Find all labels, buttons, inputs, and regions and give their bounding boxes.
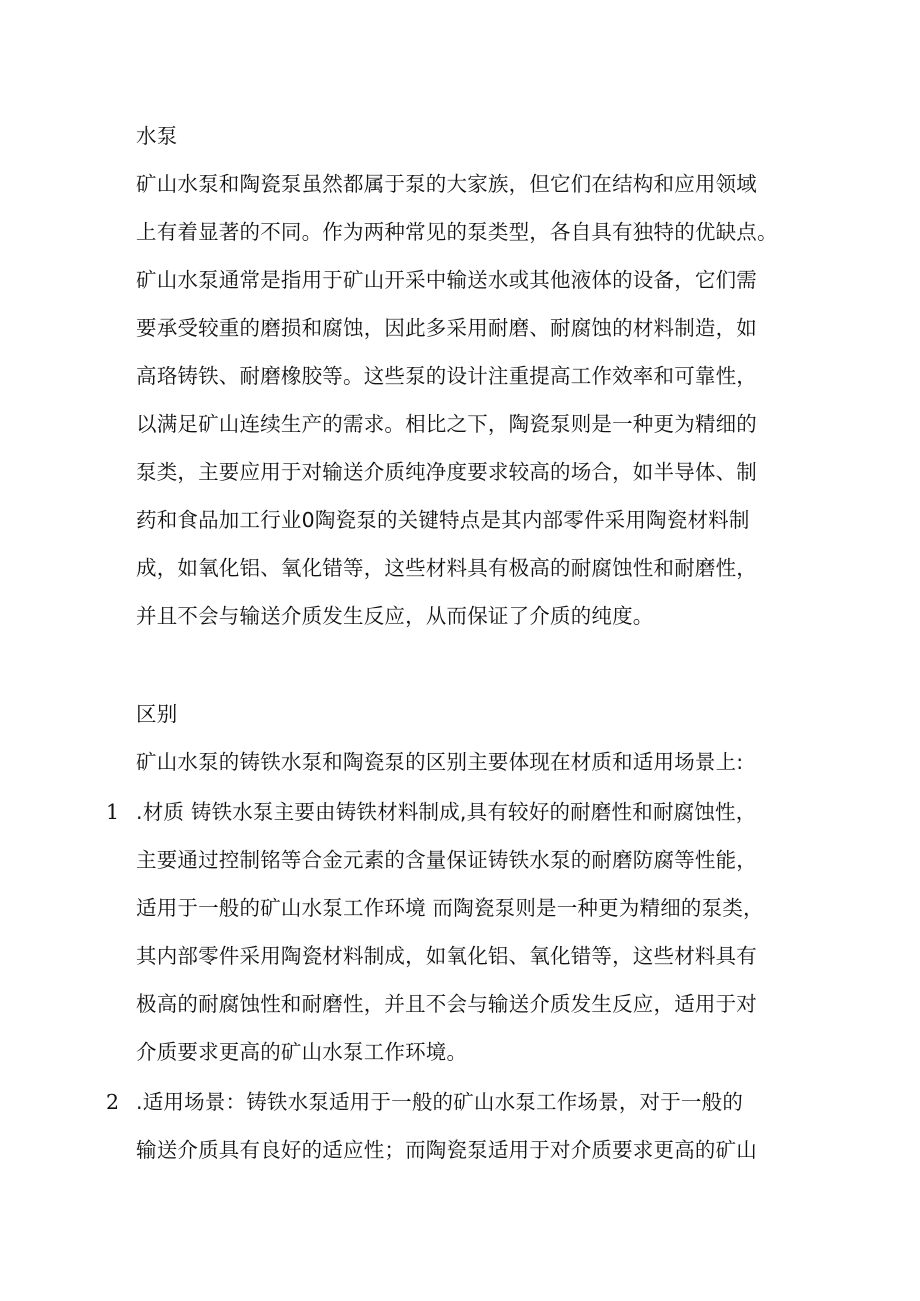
list-number: 2 [106,1090,120,1114]
list-item-line: .适用场景：铸铁水泵适用于一般的矿山水泵工作场景，对于一般的 [136,1090,744,1114]
section-heading-difference: 区别 [136,702,178,726]
list-item-line: 适用于一般的矿山水泵工作环境 而陶瓷泵则是一种更为精细的泵类， [136,896,764,920]
list-item-line: 输送介质具有良好的适应性；而陶瓷泵适用于对介质要求更高的矿山 [136,1138,757,1162]
intro-line: 矿山水泵的铸铁水泵和陶瓷泵的区别主要体现在材质和适用场景上: [136,750,744,774]
list-item-line: 介质要求更高的矿山水泵工作环境。 [136,1040,468,1064]
section-heading-pump: 水泵 [136,124,178,148]
paragraph-line: 高珞铸铁、耐磨橡胶等。这些泵的设计注重提高工作效率和可靠性， [136,364,757,388]
paragraph-line: 矿山水泵和陶瓷泵虽然都属于泵的大家族，但它们在结构和应用领域 [136,172,757,196]
list-item-line: 主要通过控制铭等合金元素的含量保证铸铁水泵的耐磨防腐等性能， [136,848,757,872]
paragraph-line: 要承受较重的磨损和腐蚀，因此多采用耐磨、耐腐蚀的材料制造，如 [136,316,757,340]
paragraph-line: 以满足矿山连续生产的需求。相比之下，陶瓷泵则是一种更为精细的 [136,412,757,436]
paragraph-line: 上有着显著的不同。作为两种常见的泵类型，各自具有独特的优缺点。 [136,220,778,244]
list-item-line: 其内部零件采用陶瓷材料制成，如氧化铝、氧化错等，这些材料具有 [136,944,757,968]
list-item-line: .材质 铸铁水泵主要由铸铁材料制成,具有较好的耐磨性和耐腐蚀性， [136,800,757,824]
list-number: 1 [106,800,120,824]
list-item-line: 极高的耐腐蚀性和耐磨性，并且不会与输送介质发生反应，适用于对 [136,992,757,1016]
paragraph-line: 泵类，主要应用于对输送介质纯净度要求较高的场合，如半导体、制 [136,460,757,484]
paragraph-line: 成，如氧化铝、氧化错等，这些材料具有极高的耐腐蚀性和耐磨性， [136,556,757,580]
paragraph-line: 并且不会与输送介质发生反应，从而保证了介质的纯度。 [136,604,654,628]
paragraph-line: 矿山水泵通常是指用于矿山开采中输送水或其他液体的设备，它们需 [136,268,757,292]
paragraph-line: 药和食品加工行业0陶瓷泵的关键特点是其内部零件采用陶瓷材料制 [136,508,750,532]
